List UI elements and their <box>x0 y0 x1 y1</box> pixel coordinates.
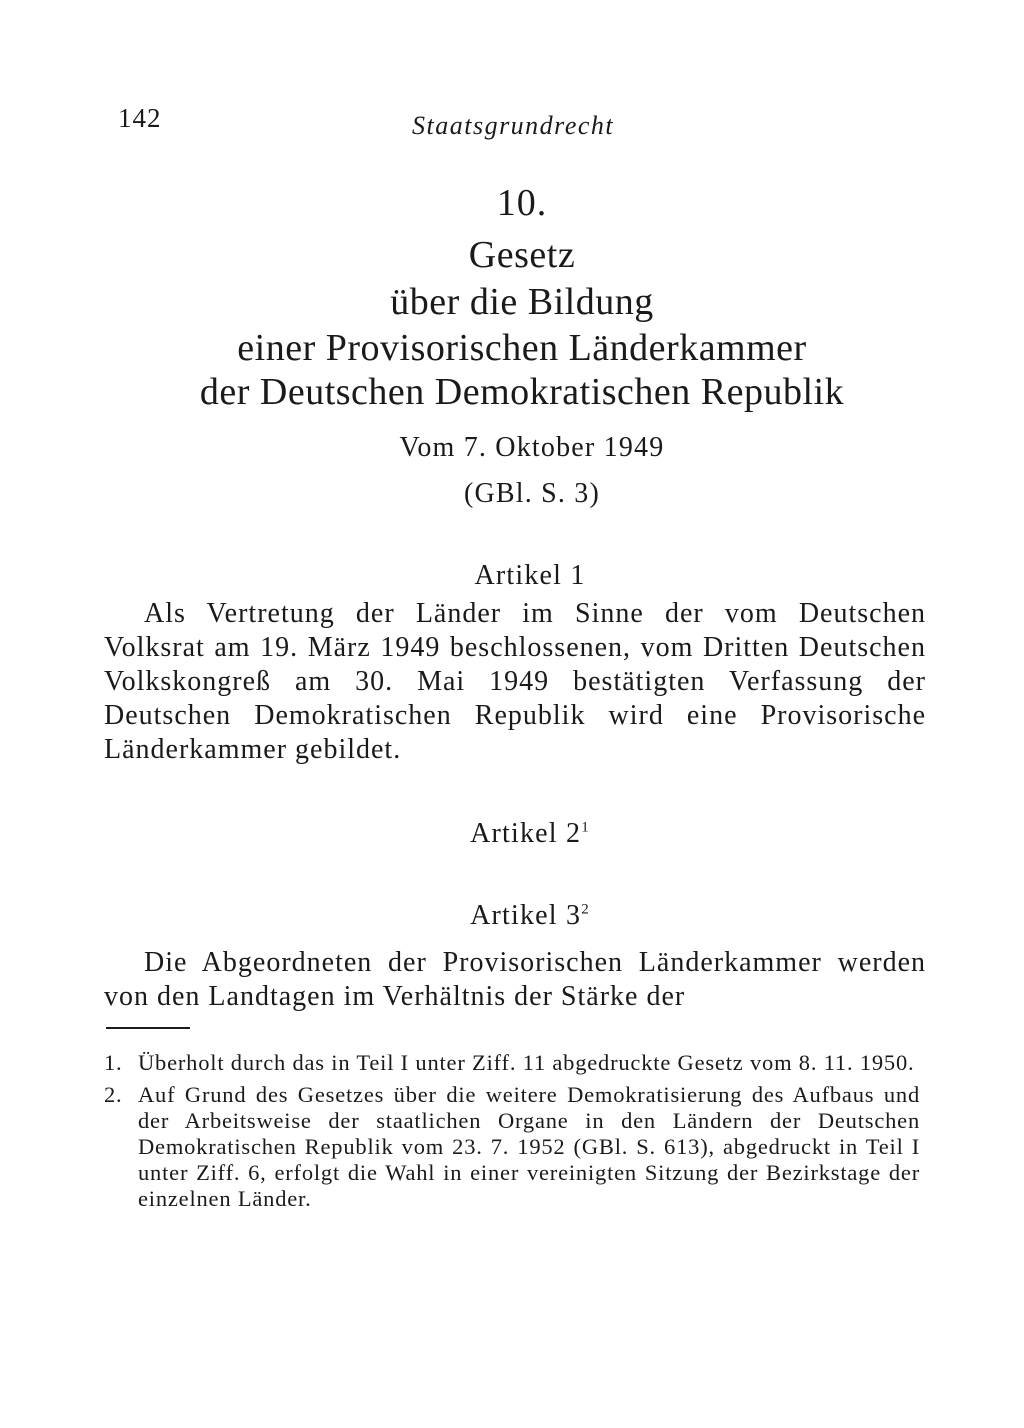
footnote-divider <box>106 1027 190 1029</box>
law-source: (GBl. S. 3) <box>463 478 601 509</box>
law-title-line-2: über die Bildung <box>390 281 654 323</box>
running-head: Staatsgrundrecht <box>412 111 615 140</box>
article-3-text: Die Abgeordneten der Provisorischen Länderkammer werden von den Landtagen im Verhältnis der Stärke der <box>104 947 926 1012</box>
article-2-heading <box>8 818 1024 850</box>
footnote-ref-2[interactable]: 2 <box>581 901 590 918</box>
footnote-1-text: Überholt durch das in Teil I unter Ziff. 11 abgedruckte Gesetz vom 8. 11. 1950. <box>138 1050 915 1075</box>
article-1-heading <box>8 560 1024 592</box>
footnote-1 <box>104 1050 920 1076</box>
footnote-1-number: 1. <box>104 1050 123 1075</box>
page-number: 142 <box>118 103 162 133</box>
footnote-2-number: 2. <box>104 1082 123 1107</box>
article-3-heading-text: Artikel 3 <box>470 900 582 931</box>
law-title-line-4: der Deutschen Demokratischen Republik <box>199 371 845 413</box>
law-number: 10. <box>496 182 548 224</box>
footnotes <box>104 1050 920 1218</box>
article-1-text: Als Vertretung der Länder im Sinne der vom Deutschen Volksrat am 19. März 1949 beschlossenen, vom Dritten Deutschen Volkskongreß am 30. Mai 1949 bestätigten Verfassung der Deutschen Demokratischen Republik wird eine Provisorische Länderkammer gebildet. <box>104 598 926 765</box>
article-2-heading-text: Artikel 2 <box>470 818 582 849</box>
law-date: Vom 7. Oktober 1949 <box>399 432 665 463</box>
footnote-2 <box>104 1082 920 1212</box>
article-3-heading <box>8 900 1024 932</box>
footnote-ref-1[interactable]: 1 <box>581 819 590 836</box>
law-title-line-3: einer Provisorischen Länderkammer <box>237 327 807 369</box>
article-1-heading-text: Artikel 1 <box>474 560 586 591</box>
footnote-2-text: Auf Grund des Gesetzes über die weitere Demokratisierung des Aufbaus und der Arbeitsweise der staatlichen Organe in den Ländern der Deutschen Demokratischen Republik vom 23. 7. 1952 (GBl. S. 613), abgedruckt in Teil I unter Ziff. 6, erfolgt die Wahl in einer vereinigten Sitzung der Bezirkstage der einzelnen Länder. <box>138 1082 920 1211</box>
law-title-line-1: Gesetz <box>468 234 576 276</box>
